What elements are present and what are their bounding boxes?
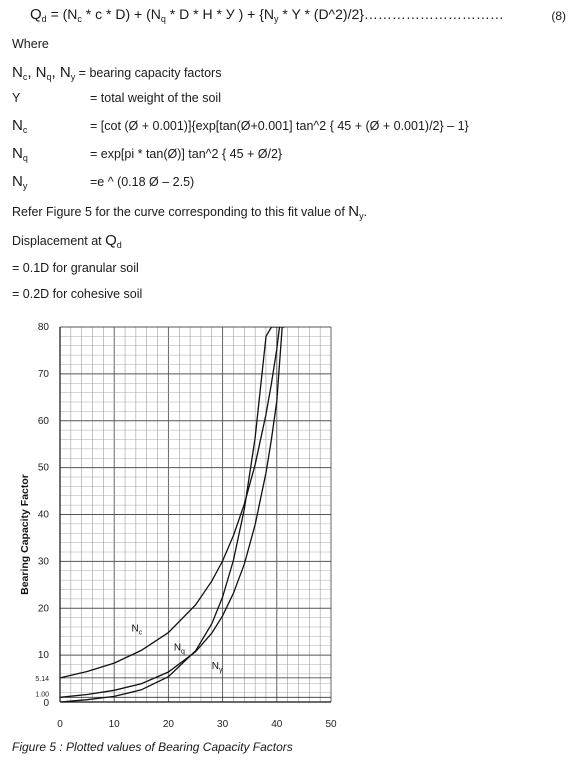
curve-nq bbox=[60, 327, 282, 697]
x-tick-label: 50 bbox=[325, 719, 337, 730]
y-tick-label: 70 bbox=[37, 368, 49, 380]
x-tick-label: 40 bbox=[271, 719, 283, 730]
curve-nc bbox=[60, 327, 280, 678]
y-tick-label: 20 bbox=[37, 603, 49, 615]
y-tick-label: 30 bbox=[37, 556, 49, 568]
def-factors: $N_c$, $N_q$, $N_y$ = bearing capacity factors bbox=[12, 64, 222, 82]
chart-labels bbox=[132, 624, 223, 675]
chart-grid bbox=[60, 327, 331, 702]
y-tick-label: 40 bbox=[37, 509, 49, 521]
y-tick-label: 0 bbox=[43, 698, 49, 709]
equation-8: $Q_d = (N_c * c * D) + (N_q * D * H * У$ ) + {$N_y$ * Y * (D^2)/2}………………………… bbox=[30, 6, 504, 24]
def-y: Y = total weight of the soil bbox=[12, 91, 221, 105]
y-tick-label: 50 bbox=[37, 462, 49, 474]
y-tick-label: 5.14 bbox=[35, 675, 49, 683]
where-label: Where bbox=[12, 37, 49, 51]
x-tick-label: 30 bbox=[217, 719, 229, 730]
x-tick-label: 20 bbox=[162, 719, 174, 730]
x-tick-label: 0 bbox=[57, 719, 63, 730]
y-tick-label: 1.00 bbox=[35, 691, 49, 699]
granular-text: = 0.1D for granular soil bbox=[12, 261, 139, 275]
displacement-text: Displacement at $Q_d$ bbox=[12, 232, 122, 250]
x-tick-label: 10 bbox=[108, 719, 120, 730]
equation-number: (8) bbox=[551, 9, 566, 23]
y-tick-label: 60 bbox=[37, 415, 49, 427]
def-nq: $N_q$ = exp[pi * tan(Ø)] tan^2 { 45 + Ø/2} bbox=[12, 145, 283, 163]
figure-caption: Figure 5 : Plotted values of Bearing Capacity Factors bbox=[12, 740, 293, 754]
bearing-capacity-chart bbox=[0, 312, 574, 737]
y-tick-label: 10 bbox=[37, 650, 49, 662]
cohesive-text: = 0.2D for cohesive soil bbox=[12, 287, 143, 301]
y-tick-label: 80 bbox=[37, 322, 49, 333]
curve-label-nc: $N_c$ bbox=[131, 623, 143, 637]
def-ny: $N_y$ =e ^ (0.18 Ø – 2.5) bbox=[12, 173, 195, 191]
def-nc: $N_c$ = [cot (Ø + 0.001)]{exp[tan(Ø+0.001] tan^2 { 45 + (Ø + 0.001)/2} – 1} bbox=[12, 117, 469, 135]
curve-label-ny: $N_\gamma$ bbox=[211, 661, 223, 675]
refer-text: Refer Figure 5 for the curve corresponding to this fit value of $N_y$. bbox=[12, 203, 368, 221]
eq-lhs: $Q_d$ bbox=[30, 6, 47, 24]
curve-label-nq: $N_q$ bbox=[173, 642, 185, 656]
y-axis-label: Bearing Capacity Factor bbox=[19, 474, 31, 595]
